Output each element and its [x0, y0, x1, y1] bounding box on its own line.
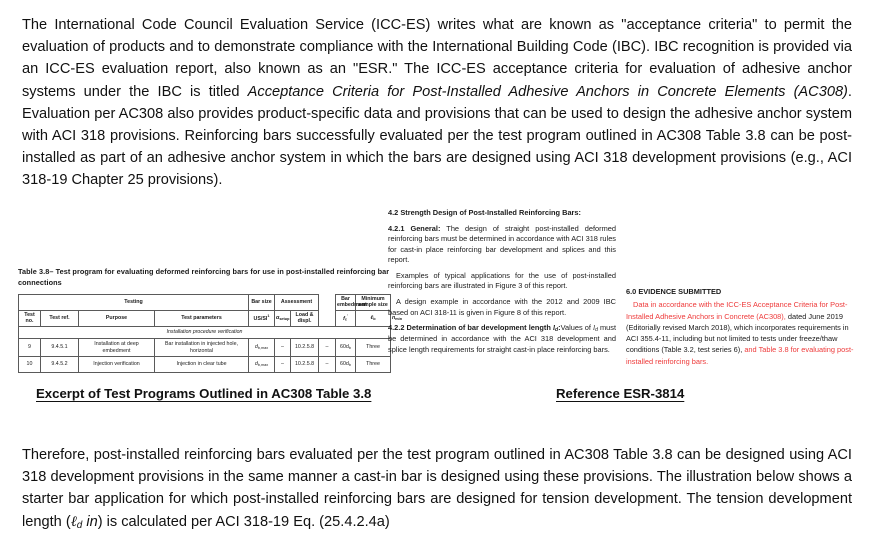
col-test-ref: Test ref. — [41, 310, 79, 326]
bar-size-symbol: d — [254, 344, 258, 351]
alpha-symbol: α — [276, 315, 280, 322]
min-sample-subscript: min — [395, 317, 403, 322]
bar-size-symbol: d — [254, 361, 258, 368]
esr-design-example-paragraph: A design example in accordance with the 2012 and 2009 IBC based on ACI 318-11 is given in Figure 8 of this report. — [388, 297, 616, 317]
embedment-symbol: ℓ — [370, 315, 374, 322]
fc-prime: ' — [347, 314, 348, 319]
esr-422-text-b: must be determined in accordance with the ACI 318 development and splice length requirements for straight cast-in place reinforcing bars. — [388, 323, 616, 355]
group-header-bar-embedment: Bar embedment — [336, 294, 356, 310]
bar-size-units-sup: 1 — [267, 314, 270, 319]
cell-sample-size: Three — [356, 339, 391, 357]
cell-embedment — [336, 357, 356, 373]
cell-load-displ: 10.2.5.8 — [291, 357, 319, 373]
cell-embedment — [336, 339, 356, 357]
esr-422-paragraph — [388, 323, 616, 355]
group-header-assessment: Assessment — [275, 294, 319, 310]
col-test-no: Test no. — [19, 310, 41, 326]
fc-subscript: c — [344, 317, 347, 322]
evidence-body — [626, 299, 858, 367]
cell-fc: – — [319, 339, 336, 357]
closing-ell-symbol: ℓ — [70, 513, 77, 530]
col-fc — [336, 310, 356, 326]
esr-421-text: The design of straight post-installed deformed reinforcing bars must be determined in accordance with ACI 318 rules for cast-in place reinforcing bar development and splices and this report. — [388, 223, 616, 265]
evidence-heading: 6.0 EVIDENCE SUBMITTED — [626, 287, 722, 296]
cell-test-ref: 9.4.5.1 — [41, 339, 79, 357]
ac308-table — [18, 294, 403, 373]
col-embedment-symbol — [356, 310, 391, 326]
group-header-bar-size: Bar size — [249, 294, 275, 310]
cell-load-displ: 10.2.5.8 — [291, 339, 319, 357]
embedment-subscript: b — [373, 317, 376, 322]
cell-test-parameters: Injection in clear tube — [155, 357, 249, 373]
embedment-value: 60d — [340, 344, 349, 351]
esr-section-42 — [388, 208, 616, 361]
bar-size-subscript: b,max — [257, 346, 269, 351]
esr-422-inline-symbol: l — [593, 323, 596, 333]
group-header-testing: Testing — [19, 294, 249, 310]
caption-right: Reference ESR-3814 — [556, 386, 685, 401]
esr-examples-paragraph: Examples of typical applications for the use of post-installed reinforcing bars are illustrated in Figure 3 of this report. — [388, 270, 616, 291]
closing-paragraph — [22, 444, 852, 533]
cell-sample-size: Three — [356, 357, 391, 373]
esr-422-colon: : — [558, 323, 561, 333]
cell-alpha: – — [275, 339, 291, 357]
intro-text-part1: The International Code Council Evaluation Service (ICC-ES) writes what are known as "acceptance criteria" to permit the evaluation of products and to demonstrate compliance with the International Building Code (IBC). IBC recognition is provided via an ICC-ES evaluation report, also known as an "ESR." The ICC-ES acceptance criteria for evaluation of adhesive anchor systems under the IBC is titled — [22, 17, 852, 100]
cell-test-no: 9 — [19, 339, 41, 357]
col-bar-size-units — [249, 310, 275, 326]
table-group-header-row — [19, 294, 391, 310]
alpha-subscript: setup — [279, 317, 290, 322]
cell-alpha: – — [275, 357, 291, 373]
ac308-table-excerpt — [18, 266, 403, 373]
closing-text-part2: ) is calculated per ACI 318-19 Eq. (25.4.2.4a) — [97, 513, 390, 530]
col-test-parameters: Test parameters — [155, 310, 249, 326]
cell-test-parameters: Bar installation in injected hole, horizontal — [155, 339, 249, 357]
embedment-value-subscript: b — [348, 346, 351, 351]
closing-text-part1: Therefore, post-installed reinforcing bars evaluated per the test program outlined in AC308 Table 3.8 can be designed using ACI 318 development provisions in the same manner a cast-in bar is designed using these provisions. The illustration below shows a starter bar application for which post-installed reinforcing bars are designed for tension development. The tension development length ( — [22, 447, 852, 530]
evidence-red-part1: Data in accordance with the ICC-ES Acceptance Criteria for Post-Installed Adhesive Anchors in Concrete (AC308), — [626, 300, 848, 321]
fc-symbol: f — [343, 315, 345, 322]
min-sample-symbol: n — [392, 315, 396, 322]
embedment-value: 60d — [340, 361, 349, 368]
section-row-label: Installation procedure verification — [19, 327, 391, 339]
evidence-red-part2: and Table 3.8 for evaluating post-installed reinforcing bars. — [626, 345, 854, 366]
table-title: Table 3.8– Test program for evaluating deformed reinforcing bars for use in post-installed reinforcing bar connections — [18, 267, 390, 288]
cell-purpose: Installation at deep embedment — [79, 339, 155, 357]
esr-422-label: 4.2.2 Determination of bar development length — [388, 323, 551, 333]
cell-bar-size — [249, 339, 275, 357]
bar-size-units-text: US/SI — [253, 316, 268, 322]
table-column-header-row — [19, 310, 391, 326]
esr-42-heading: 4.2 Strength Design of Post-Installed Reinforcing Bars: — [388, 208, 582, 217]
esr-422-text-a: Values of — [560, 323, 594, 333]
esr-422-symbol-sub: d — [555, 327, 559, 334]
closing-unit-italic: in — [86, 513, 98, 530]
cell-test-no: 10 — [19, 357, 41, 373]
esr-422-inline-symbol-sub: d — [595, 327, 598, 334]
cell-purpose: Injection verification — [79, 357, 155, 373]
table-section-row — [19, 327, 391, 339]
group-header-spacer — [319, 294, 336, 326]
cell-bar-size — [249, 357, 275, 373]
esr-section-60-evidence — [626, 286, 858, 367]
bar-size-subscript: b,max — [257, 363, 269, 368]
table-row — [19, 357, 391, 373]
cell-test-ref: 9.4.5.2 — [41, 357, 79, 373]
cell-fc: – — [319, 357, 336, 373]
col-alpha-setup — [275, 310, 291, 326]
col-purpose: Purpose — [79, 310, 155, 326]
intro-italic-title: Acceptance Criteria for Post-Installed Adhesive Anchors in Concrete Elements (AC308) — [247, 83, 848, 100]
col-load-displ: Load & displ. — [291, 310, 319, 326]
embedment-value-subscript: b — [348, 363, 351, 368]
intro-paragraph — [22, 14, 852, 191]
table-row — [19, 339, 391, 357]
caption-left: Excerpt of Test Programs Outlined in AC308 Table 3.8 — [36, 386, 372, 401]
group-header-min-sample: Minimum sample size — [356, 294, 391, 310]
closing-ell-subscript: d — [76, 519, 83, 531]
esr-421-label: 4.2.1 General: — [388, 223, 441, 233]
intro-text-part2: . Evaluation per AC308 also provides product-specific data and provisions that can be used to design the adhesive anchor system with ACI 318 provisions. Reinforcing bars successfully evaluated per the test program outlined in AC308 Table 3.8 can be post-installed as part of an adhesive anchor system in which the bars are designed using ACI 318 development provisions (e.g., ACI 318-19 Chapter 25 provisions). — [22, 83, 852, 189]
esr-421-paragraph — [388, 224, 616, 266]
evidence-dark-part: dated June 2019 (Editorially revised March 2018), which incorporates requirements in ACI 355.4-11, including but not limited to tests under freeze/thaw conditions (Table 3.2, test series 6), — [626, 311, 849, 355]
esr-422-symbol: l — [552, 323, 556, 333]
